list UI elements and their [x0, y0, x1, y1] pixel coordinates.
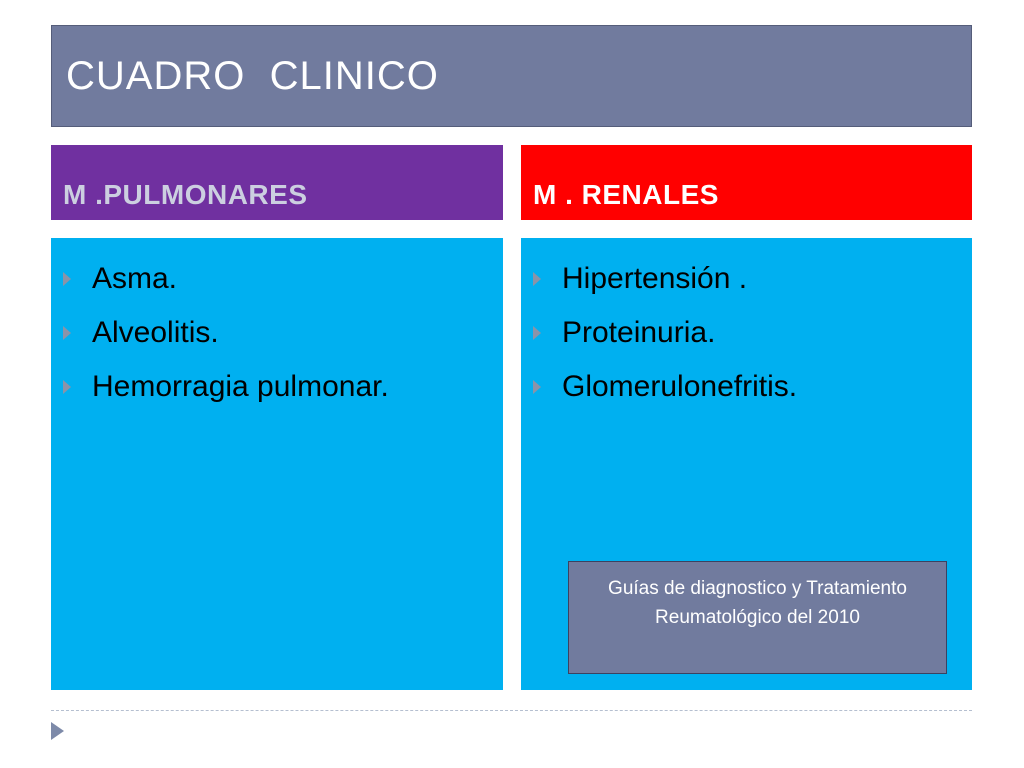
triangle-right-icon	[63, 326, 71, 340]
list-item-text: Proteinuria.	[562, 316, 716, 349]
list-item-text: Asma.	[92, 262, 178, 295]
slide-title-bar	[51, 25, 972, 127]
list-item	[63, 306, 503, 360]
reference-note: Guías de diagnostico y Tratamiento Reumatológico del 2010	[568, 561, 947, 674]
footer-divider	[51, 710, 972, 711]
list-item	[533, 360, 972, 414]
slide-title: CUADRO CLINICO	[66, 54, 439, 98]
renal-header: M . RENALES	[521, 145, 972, 220]
list-item-text: Hipertensión .	[562, 262, 748, 295]
list-item	[63, 252, 503, 306]
triangle-right-icon	[533, 272, 541, 286]
pulmonary-list	[63, 252, 503, 414]
list-item	[63, 360, 503, 414]
renal-list	[533, 252, 972, 414]
triangle-right-icon	[63, 272, 71, 286]
pulmonary-list-panel	[51, 238, 503, 690]
list-item-text: Glomerulonefritis.	[562, 370, 798, 403]
triangle-right-icon	[533, 326, 541, 340]
triangle-right-icon	[533, 380, 541, 394]
list-item-text: Alveolitis.	[92, 316, 219, 349]
triangle-right-icon	[63, 380, 71, 394]
list-item	[533, 252, 972, 306]
list-item	[533, 306, 972, 360]
list-item-text: Hemorragia pulmonar.	[92, 370, 389, 403]
play-arrow-icon[interactable]	[51, 722, 64, 740]
pulmonary-header: M .PULMONARES	[51, 145, 503, 220]
